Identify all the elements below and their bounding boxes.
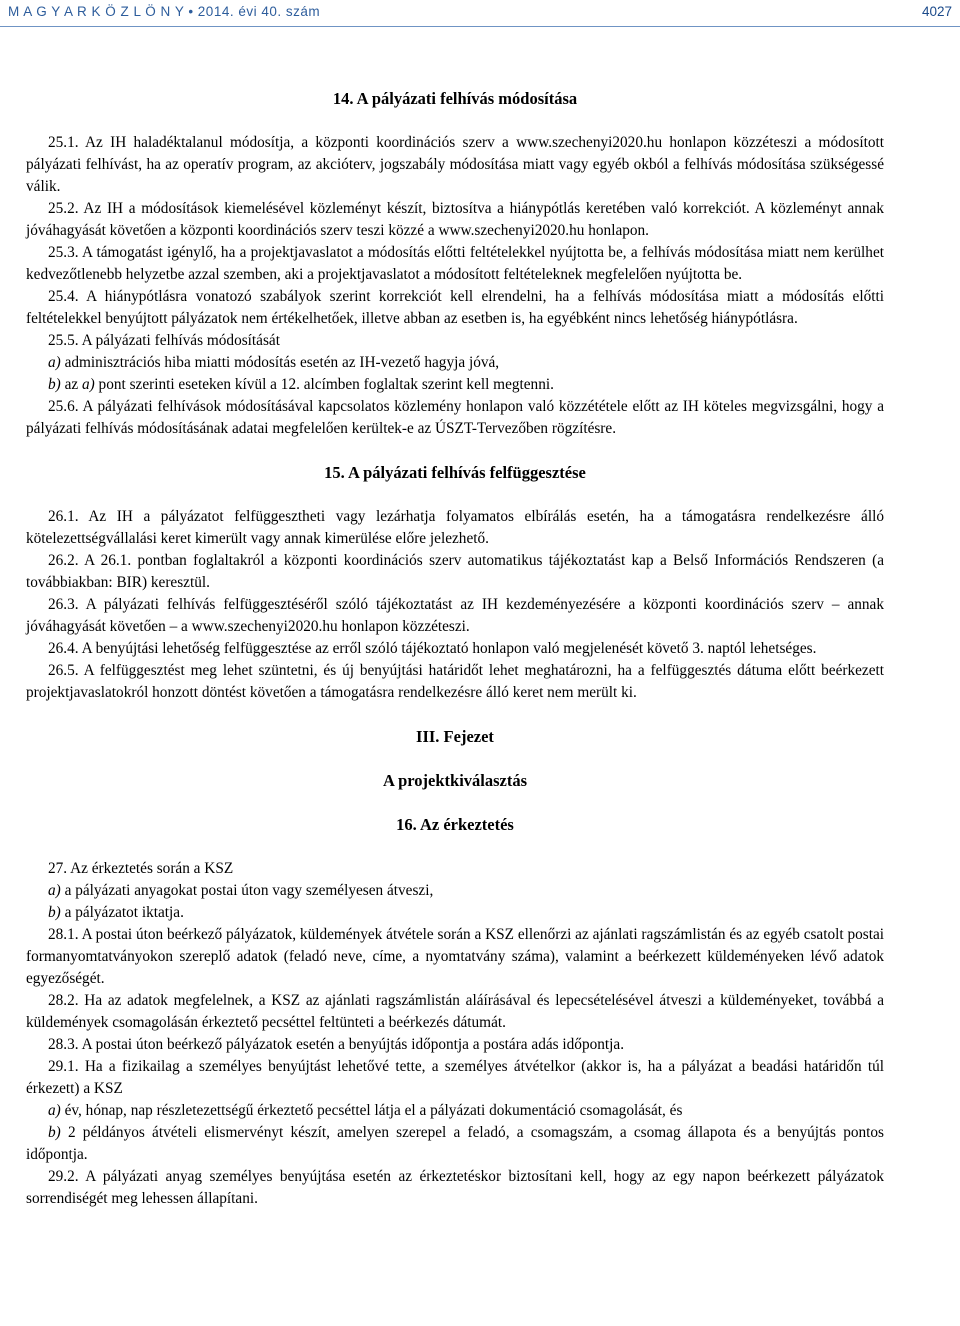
item-label: a) [48,354,61,371]
item-label: b) [48,904,61,921]
item-label: a) [48,1102,61,1119]
paragraph-text: 28.3. A postai úton beérkező pályázatok esetén a benyújtás időpontja a postára adás időpontja. [48,1036,625,1053]
paragraph-text: pont szerinti eseteken kívül a 12. alcímben foglaltak szerint kell megtenni. [94,376,554,393]
paragraph-text: 25.4. A hiánypótlásra vonatozó szabályok szerint korrekciót kell elrendelni, ha a felhívás módosítása miatt a módosítás előtti feltételekkel benyújtott pályázatok nem értékelhetőek, illetve abban az esetben is, ha egyébként nincs lehetőség hiánypótlásra. [26,288,884,327]
paragraph [26,132,884,198]
paragraph [26,1056,884,1100]
item-label: b) [48,376,61,393]
paragraph [26,374,884,396]
section-heading: III. Fejezet [416,727,494,746]
page-header [0,0,960,34]
paragraph-text: 26.3. A pályázati felhívás felfüggesztéséről szóló tájékoztatást az IH kezdeményezésére a központi koordinációs szerv – annak jóváhagyását követően – a www.szechenyi2020.hu honlapon közzéteszi. [26,596,884,635]
paragraph [26,858,884,880]
paragraph-text: 27. Az érkeztetés során a KSZ [48,860,234,877]
paragraph [26,638,884,660]
paragraph-text: 2 példányos átvételi elismervényt készít, amelyen szerepel a feladó, a csomagszám, a csomag állapota és a benyújtás pontos időpontja. [26,1124,884,1163]
paragraph [26,1100,884,1122]
paragraph [26,506,884,550]
paragraph [26,660,884,704]
paragraph [26,286,884,330]
paragraph [26,1034,884,1056]
item-label: b) [48,1124,61,1141]
spacer [26,836,884,858]
paragraph [26,352,884,374]
document-body [26,88,884,1210]
section-heading: 15. A pályázati felhívás felfüggesztése [324,463,586,482]
paragraph-text: 25.2. Az IH a módosítások kiemelésével közleményt készít, biztosítva a hiánypótlás keretében való korrekciót. A közleményt annak jóváhagyását követően a központi koordinációs szerv teszi közzé a www.szechenyi2020.hu honlapon. [26,200,884,239]
spacer [26,704,884,726]
paragraph-text: év, hónap, nap részletezettségű érkeztető pecséttel látja el a pályázati dokumentáció csomagolását, és [64,1102,683,1119]
paragraph [26,1122,884,1166]
paragraph-text: 29.1. Ha a fizikailag a személyes benyújtást lehetővé tette, a személyes átvételkor (akkor is, ha a pályázat a beadási határidőn túl érkezett) a KSZ [26,1058,884,1097]
section-heading: 16. Az érkeztetés [396,815,514,834]
paragraph-text: az [64,376,82,393]
header-rule [0,26,960,27]
paragraph [26,550,884,594]
spacer [26,440,884,462]
paragraph [26,924,884,990]
spacer [26,484,884,506]
section-heading: 14. A pályázati felhívás módosítása [332,89,578,108]
paragraph-text: 26.5. A felfüggesztést meg lehet szüntetni, és új benyújtási határidőt lehet meghatározni, ha a felfüggesztés dátuma előtt beérkezett projektjavaslatokról honzott döntést követően a támogatásra rendelkezésre álló keret nem merült ki. [26,662,884,701]
paragraph-text: 29.2. A pályázati anyag személyes benyújtása esetén az érkeztetéskor biztosítani kell, hogy az egy napon beérkezett pályázatok sorrendiségét meg lehessen állapítani. [26,1168,884,1207]
paragraph [26,198,884,242]
paragraph [26,396,884,440]
paragraph-text: 25.3. A támogatást igénylő, ha a projektjavaslatot a módosítás előtti feltételekkel nyújtotta be, a felhívás módosítása miatt nem kerülhet kedvezőtlenebb helyzetbe azzal szemben, aki a projektjavaslatot a módosított feltételeknek megfelelően nyújtotta be. [26,244,884,283]
page-number: 4027 [921,4,952,19]
paragraph [26,594,884,638]
paragraph-text: 25.5. A pályázati felhívás módosítását [48,332,280,349]
paragraph [26,990,884,1034]
paragraph-text: 28.2. Ha az adatok megfelelnek, a KSZ az ajánlati ragszámlistán aláírásával és lepecsételésével átveszi a küldeményeket, továbbá a küldemények csomagolásán érkeztető pecséttel feltünteti a beérkezés dátumát. [26,992,884,1031]
paragraph-text: 26.2. A 26.1. pontban foglaltakról a központi koordinációs szerv automatikus tájékoztatást kap a Belső Információs Rendszeren (a továbbiakban: BIR) keresztül. [26,552,884,591]
paragraph-text: adminisztrációs hiba miatti módosítás esetén az IH-vezető hagyja jóvá, [64,354,500,371]
section-heading: A projektkiválasztás [382,771,528,790]
journal-title: M A G Y A R K Ö Z L Ö N Y • 2014. évi 40. szám [8,4,321,19]
paragraph-text: a pályázati anyagokat postai úton vagy személyesen átveszi, [64,882,434,899]
spacer [26,110,884,132]
paragraph [26,880,884,902]
paragraph [26,330,884,352]
spacer [26,792,884,814]
item-label: a) [48,882,61,899]
paragraph [26,1166,884,1210]
paragraph-text: 25.1. Az IH haladéktalanul módosítja, a központi koordinációs szerv a www.szechenyi2020.hu honlapon közzéteszi a módosított pályázati felhívást, ha az operatív program, az akcióterv, jogszabály módosítása miatt vagy egyéb okból a felhívás módosítása szükségessé válik. [26,134,884,195]
paragraph [26,242,884,286]
paragraph [26,902,884,924]
paragraph-text: 26.4. A benyújtási lehetőség felfüggesztése az erről szóló tájékoztató honlapon való megjelenését követő 3. naptól lehetséges. [48,640,817,657]
paragraph-text: 25.6. A pályázati felhívások módosításával kapcsolatos közlemény honlapon való közzététele előtt az IH köteles megvizsgálni, hogy a pályázati felhívás módosításának adatai megfelelően kerültek-e az ÚSZT-Tervezőben rögzítésre. [26,398,884,437]
item-label: a) [81,376,95,393]
paragraph-text: 28.1. A postai úton beérkező pályázatok, küldemények átvétele során a KSZ ellenőrzi az ajánlati ragszámlistán és az egyéb csatolt postai formanyomtatványokon szereplő adatok (feladó neve, címe, a nyomtatvány száma), valamint a beérkezett küldeményeken lévő adatok egyezőségét. [26,926,884,987]
spacer [26,748,884,770]
paragraph-text: 26.1. Az IH a pályázatot felfüggesztheti vagy lezárhatja folyamatos elbírálás esetén, ha a támogatásra rendelkezésre álló kötelezettségvállalási keret kimerült vagy annak kimerülése előre jelezhető. [26,508,884,547]
paragraph-text: a pályázatot iktatja. [64,904,184,921]
